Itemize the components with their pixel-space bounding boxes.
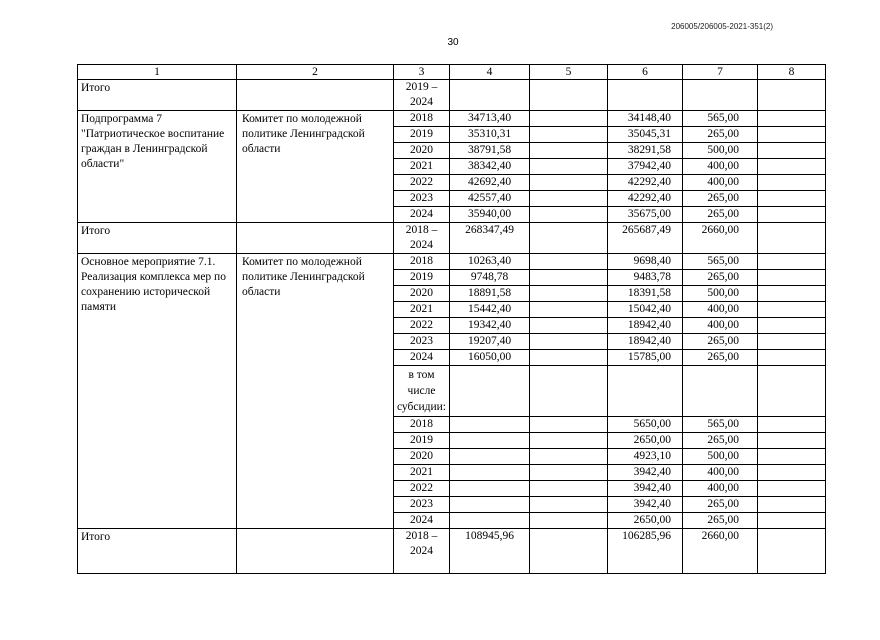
empty-cell — [758, 350, 826, 366]
total-row — [78, 223, 826, 254]
year-cell: 2019 — [394, 270, 450, 286]
empty-cell — [450, 481, 530, 497]
empty-cell — [530, 143, 608, 159]
empty-cell — [758, 254, 826, 270]
empty-cell — [530, 449, 608, 465]
header-cell: 2 — [237, 65, 394, 80]
amount-cell: 265,00 — [683, 433, 758, 449]
year-cell: 2020 — [394, 143, 450, 159]
amount-cell: 3942,40 — [608, 497, 683, 513]
empty-cell — [530, 529, 608, 574]
total-amount-cell: 268347,49 — [450, 223, 530, 254]
header-cell: 3 — [394, 65, 450, 80]
empty-cell — [758, 481, 826, 497]
responsible-org: Комитет по молодежной политике Ленинградской области — [237, 111, 394, 223]
empty-cell — [758, 270, 826, 286]
empty-cell — [758, 433, 826, 449]
empty-cell — [758, 334, 826, 350]
empty-cell — [530, 481, 608, 497]
empty-cell — [530, 207, 608, 223]
total-amount-cell: 106285,96 — [608, 529, 683, 574]
empty-cell — [683, 366, 758, 417]
empty-cell — [758, 111, 826, 127]
empty-cell — [758, 449, 826, 465]
total-amount-cell: 38791,58 — [450, 143, 530, 159]
amount-cell: 400,00 — [683, 481, 758, 497]
year-cell: 2019 — [394, 127, 450, 143]
empty-cell — [758, 465, 826, 481]
empty-cell — [530, 334, 608, 350]
empty-cell — [450, 449, 530, 465]
empty-cell — [758, 191, 826, 207]
empty-cell — [758, 497, 826, 513]
amount-cell: 400,00 — [683, 175, 758, 191]
total-amount-cell: 265687,49 — [608, 223, 683, 254]
empty-cell — [758, 302, 826, 318]
total-amount-cell: 2660,00 — [683, 223, 758, 254]
amount-cell: 37942,40 — [608, 159, 683, 175]
year-cell: 2024 — [394, 350, 450, 366]
header-cell: 6 — [608, 65, 683, 80]
empty-cell — [758, 223, 826, 254]
empty-cell — [530, 465, 608, 481]
total-amount-cell: 16050,00 — [450, 350, 530, 366]
year-cell: 2022 — [394, 175, 450, 191]
empty-cell — [758, 366, 826, 417]
total-period: 2018 – 2024 — [394, 529, 450, 574]
amount-cell: 265,00 — [683, 207, 758, 223]
amount-cell: 265,00 — [683, 334, 758, 350]
amount-cell: 3942,40 — [608, 481, 683, 497]
amount-cell: 35675,00 — [608, 207, 683, 223]
amount-cell: 18391,58 — [608, 286, 683, 302]
year-cell: 2021 — [394, 159, 450, 175]
year-cell: 2021 — [394, 302, 450, 318]
responsible-org: Комитет по молодежной политике Ленинградской области — [237, 254, 394, 529]
amount-cell: 42292,40 — [608, 191, 683, 207]
empty-cell — [608, 366, 683, 417]
amount-cell: 565,00 — [683, 111, 758, 127]
amount-cell: 565,00 — [683, 254, 758, 270]
empty-cell — [530, 175, 608, 191]
measure-row — [78, 254, 826, 270]
empty-cell — [758, 318, 826, 334]
year-cell: 2022 — [394, 481, 450, 497]
empty-cell — [450, 417, 530, 433]
empty-cell — [530, 366, 608, 417]
amount-cell: 565,00 — [683, 417, 758, 433]
total-amount-cell: 35310,31 — [450, 127, 530, 143]
empty-cell — [450, 433, 530, 449]
amount-cell: 18942,40 — [608, 318, 683, 334]
header-cell: 1 — [78, 65, 237, 80]
measure-name: Основное мероприятие 7.1. Реализация комплекса мер по сохранению исторической памяти — [78, 254, 237, 529]
empty-cell — [530, 111, 608, 127]
empty-cell — [530, 286, 608, 302]
amount-cell: 2650,00 — [608, 513, 683, 529]
total-row — [78, 80, 826, 111]
empty-cell — [758, 175, 826, 191]
total-amount-cell: 34713,40 — [450, 111, 530, 127]
total-amount-cell: 9748,78 — [450, 270, 530, 286]
amount-cell: 4923,10 — [608, 449, 683, 465]
amount-cell: 15785,00 — [608, 350, 683, 366]
year-cell: 2023 — [394, 334, 450, 350]
total-amount-cell: 38342,40 — [450, 159, 530, 175]
amount-cell: 400,00 — [683, 302, 758, 318]
amount-cell: 500,00 — [683, 286, 758, 302]
total-amount-cell: 19207,40 — [450, 334, 530, 350]
amount-cell: 3942,40 — [608, 465, 683, 481]
amount-cell: 500,00 — [683, 449, 758, 465]
empty-cell — [530, 127, 608, 143]
amount-cell: 265,00 — [683, 127, 758, 143]
header-cell: 8 — [758, 65, 826, 80]
budget-table — [77, 64, 826, 574]
empty-cell — [237, 529, 394, 574]
empty-cell — [530, 159, 608, 175]
total-amount-cell: 10263,40 — [450, 254, 530, 270]
empty-cell — [758, 143, 826, 159]
empty-cell — [530, 350, 608, 366]
year-cell: 2018 — [394, 417, 450, 433]
year-cell: 2022 — [394, 318, 450, 334]
empty-cell — [450, 497, 530, 513]
amount-cell: 42292,40 — [608, 175, 683, 191]
amount-cell: 400,00 — [683, 318, 758, 334]
empty-cell — [758, 513, 826, 529]
empty-cell — [758, 127, 826, 143]
empty-cell — [758, 529, 826, 574]
total-amount-cell: 15442,40 — [450, 302, 530, 318]
amount-cell: 18942,40 — [608, 334, 683, 350]
empty-cell — [530, 191, 608, 207]
document-id: 206005/206005-2021-351(2) — [671, 22, 773, 31]
empty-cell — [530, 254, 608, 270]
amount-cell: 15042,40 — [608, 302, 683, 318]
empty-cell — [530, 223, 608, 254]
amount-cell: 500,00 — [683, 143, 758, 159]
total-row — [78, 529, 826, 574]
year-cell: 2024 — [394, 207, 450, 223]
amount-cell: 2650,00 — [608, 433, 683, 449]
total-period: 2019 – 2024 — [394, 80, 450, 111]
year-cell: 2018 — [394, 111, 450, 127]
total-amount-cell: 42692,40 — [450, 175, 530, 191]
total-label: Итого — [78, 80, 237, 111]
year-cell: 2019 — [394, 433, 450, 449]
empty-cell — [530, 270, 608, 286]
amount-cell: 400,00 — [683, 159, 758, 175]
empty-cell — [758, 286, 826, 302]
year-cell: 2018 — [394, 254, 450, 270]
header-cell: 5 — [530, 65, 608, 80]
amount-cell: 38291,58 — [608, 143, 683, 159]
empty-cell — [758, 207, 826, 223]
total-amount-cell: 18891,58 — [450, 286, 530, 302]
amount-cell: 265,00 — [683, 350, 758, 366]
header-row — [78, 65, 826, 80]
empty-cell — [450, 465, 530, 481]
empty-cell — [450, 366, 530, 417]
amount-cell: 9483,78 — [608, 270, 683, 286]
amount-cell: 400,00 — [683, 465, 758, 481]
amount-cell: 9698,40 — [608, 254, 683, 270]
amount-cell: 35045,31 — [608, 127, 683, 143]
subsidies-label: в том числе субсидии: — [394, 366, 450, 417]
empty-cell — [450, 513, 530, 529]
total-amount-cell: 108945,96 — [450, 529, 530, 574]
empty-cell — [530, 318, 608, 334]
amount-cell: 5650,00 — [608, 417, 683, 433]
amount-cell: 265,00 — [683, 191, 758, 207]
subprogram-name: Подпрограмма 7 "Патриотическое воспитание граждан в Ленинградской области" — [78, 111, 237, 223]
header-cell: 4 — [450, 65, 530, 80]
year-cell: 2021 — [394, 465, 450, 481]
year-cell: 2024 — [394, 513, 450, 529]
empty-cell — [530, 302, 608, 318]
empty-cell — [530, 513, 608, 529]
year-cell: 2020 — [394, 286, 450, 302]
amount-cell: 265,00 — [683, 270, 758, 286]
amount-cell: 34148,40 — [608, 111, 683, 127]
empty-cell — [758, 417, 826, 433]
empty-cell — [758, 159, 826, 175]
empty-cell — [530, 417, 608, 433]
year-cell: 2023 — [394, 191, 450, 207]
total-amount-cell: 2660,00 — [683, 529, 758, 574]
empty-cell — [530, 497, 608, 513]
total-amount-cell: 35940,00 — [450, 207, 530, 223]
page-number: 30 — [447, 37, 459, 48]
empty-cell — [237, 223, 394, 254]
empty-cell — [530, 433, 608, 449]
total-amount-cell: 42557,40 — [450, 191, 530, 207]
total-amount-cell: 19342,40 — [450, 318, 530, 334]
header-cell: 7 — [683, 65, 758, 80]
amount-cell: 265,00 — [683, 497, 758, 513]
subprogram-row — [78, 111, 826, 127]
total-period: 2018 – 2024 — [394, 223, 450, 254]
year-cell: 2020 — [394, 449, 450, 465]
amount-cell: 265,00 — [683, 513, 758, 529]
total-label: Итого — [78, 223, 237, 254]
total-label: Итого — [78, 529, 237, 574]
year-cell: 2023 — [394, 497, 450, 513]
